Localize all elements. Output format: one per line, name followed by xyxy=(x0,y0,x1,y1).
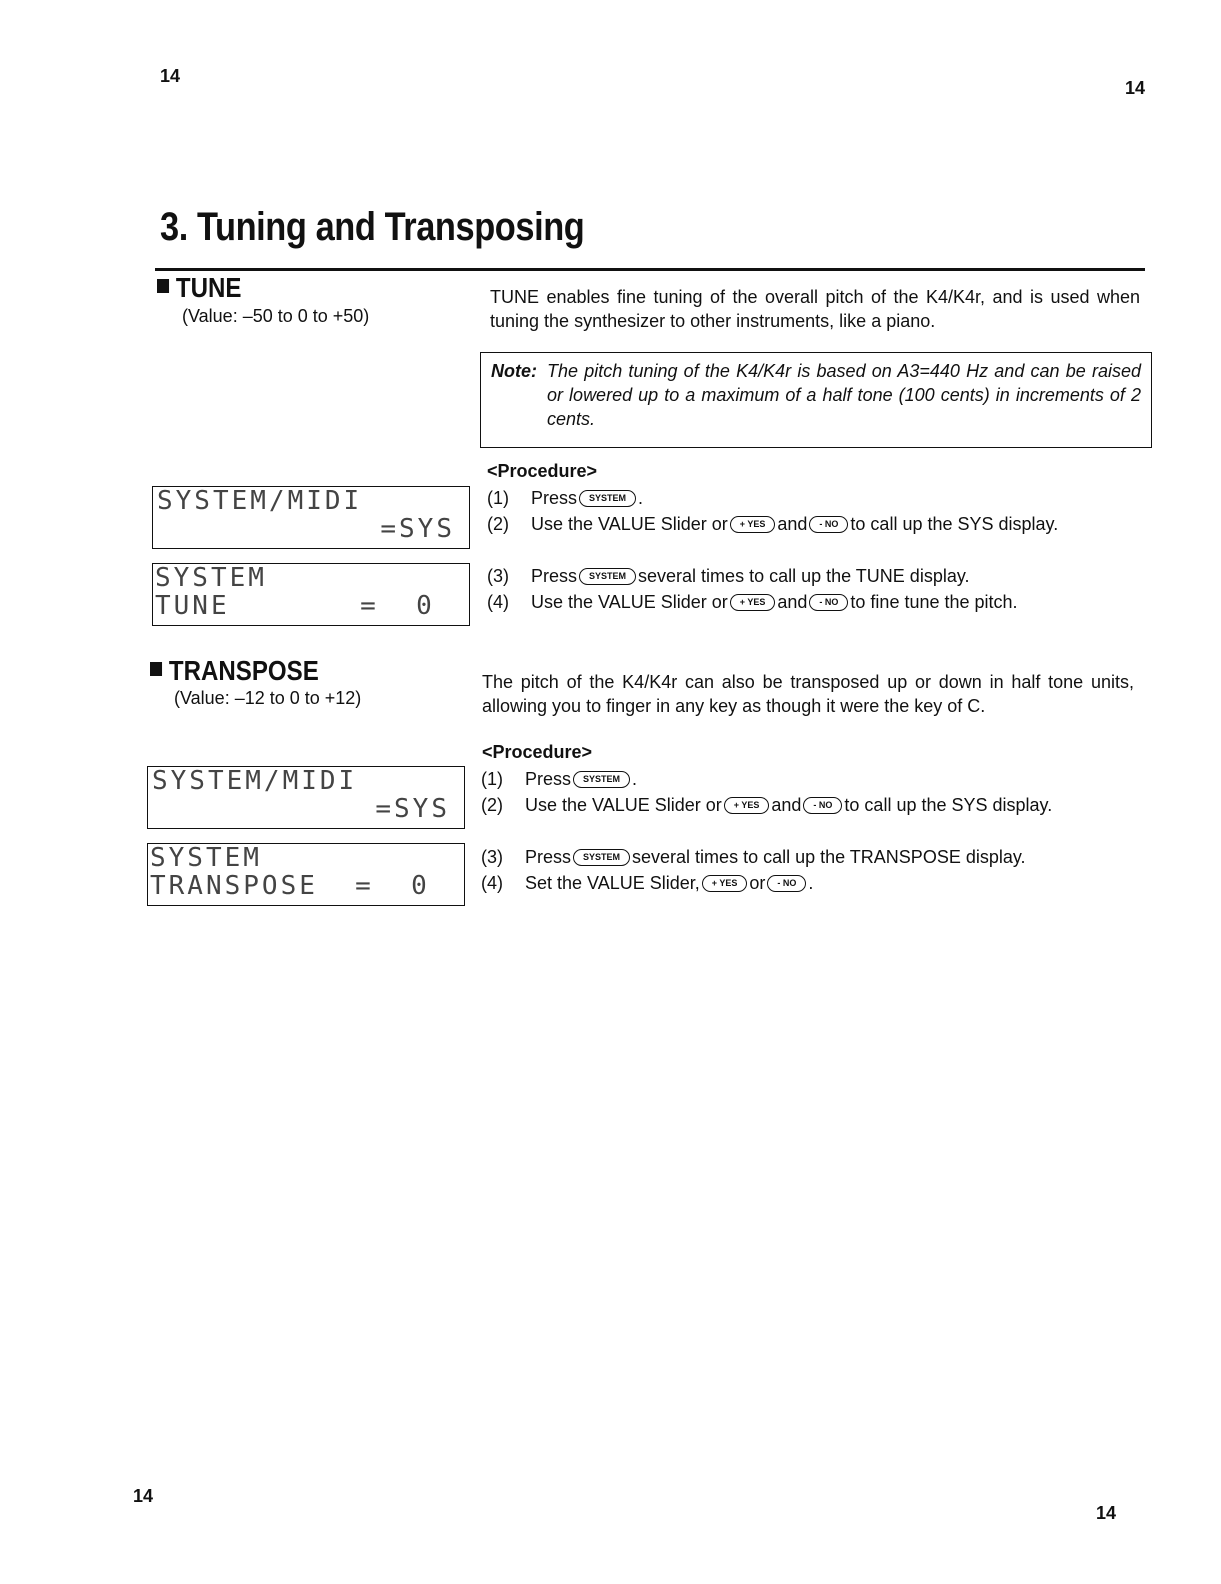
system-button-icon: SYSTEM xyxy=(573,849,630,866)
step-connector: or xyxy=(749,872,766,893)
transpose-description: The pitch of the K4/K4r can also be transposed up or down in half tone units, allowing you to finger in any key as though it were the key of C. xyxy=(482,672,1134,716)
tune-step-2 xyxy=(487,511,1058,537)
lcd-line-2: =SYS xyxy=(380,514,455,544)
step-text-after: several times to call up the TRANSPOSE display. xyxy=(632,846,1026,867)
step-text-after: to call up the SYS display. xyxy=(844,794,1053,815)
note-label: Note: xyxy=(491,361,537,381)
step-connector: and xyxy=(777,591,808,612)
tune-value-range: (Value: –50 to 0 to +50) xyxy=(182,306,370,326)
step-text: Use the VALUE Slider or xyxy=(531,591,728,612)
step-text: Use the VALUE Slider or xyxy=(531,513,728,534)
bullet-square-icon xyxy=(150,662,162,676)
transpose-step-1 xyxy=(481,766,1052,792)
transpose-lcd-sysmidi xyxy=(147,766,465,829)
transpose-step-3 xyxy=(481,844,1026,870)
system-button-icon: SYSTEM xyxy=(579,490,636,507)
lcd-line-2: =SYS xyxy=(375,794,450,824)
tune-procedure-heading: <Procedure> xyxy=(487,461,598,481)
transpose-procedure-heading: <Procedure> xyxy=(482,742,593,762)
no-button-icon: - NO xyxy=(809,594,848,611)
tune-steps-b xyxy=(487,563,1018,615)
step-number: (3) xyxy=(487,565,509,586)
note-text: The pitch tuning of the K4/K4r is based on A3=440 Hz and can be raised or lowered up to a maximum of a half tone (100 cents) in increments of 2 cents. xyxy=(547,361,1141,429)
lcd-line-1: SYSTEM/MIDI xyxy=(152,766,358,796)
step-connector: and xyxy=(777,513,808,534)
yes-button-icon: + YES xyxy=(730,594,776,611)
step-text: Press xyxy=(525,768,572,789)
page-number-top-right: 14 xyxy=(1125,78,1146,98)
step-text-after: several times to call up the TUNE display. xyxy=(638,565,970,586)
lcd-line-2: TUNE = 0 xyxy=(155,591,435,621)
page-number-bottom-right: 14 xyxy=(1096,1503,1117,1523)
step-number: (1) xyxy=(487,487,509,508)
system-button-icon: SYSTEM xyxy=(573,771,630,788)
step-text: Press xyxy=(525,846,572,867)
step-number: (4) xyxy=(481,872,503,893)
no-button-icon: - NO xyxy=(809,516,848,533)
step-text: Use the VALUE Slider or xyxy=(525,794,722,815)
yes-button-icon: + YES xyxy=(724,797,770,814)
system-button-icon: SYSTEM xyxy=(579,568,636,585)
step-text-after: . xyxy=(638,487,644,508)
step-number: (1) xyxy=(481,768,503,789)
page-number-top-left: 14 xyxy=(160,66,181,86)
yes-button-icon: + YES xyxy=(702,875,748,892)
transpose-heading xyxy=(150,655,319,687)
step-text: Press xyxy=(531,565,578,586)
step-number: (4) xyxy=(487,591,509,612)
tune-description: TUNE enables fine tuning of the overall pitch of the K4/K4r, and is used when tuning the synthesizer to other instruments, like a piano. xyxy=(490,287,1140,331)
step-text: Set the VALUE Slider, xyxy=(525,872,700,893)
lcd-line-1: SYSTEM xyxy=(155,563,267,593)
transpose-step-4 xyxy=(481,870,1026,896)
step-text-after: . xyxy=(632,768,638,789)
tune-heading-label: TUNE xyxy=(175,272,242,303)
transpose-lcd-transpose xyxy=(147,843,465,906)
no-button-icon: - NO xyxy=(767,875,806,892)
transpose-steps-a xyxy=(481,766,1052,818)
step-connector: and xyxy=(771,794,802,815)
transpose-value-range: (Value: –12 to 0 to +12) xyxy=(174,688,362,708)
tune-steps-a xyxy=(487,485,1058,537)
tune-note-box xyxy=(480,352,1152,448)
transpose-heading-label: TRANSPOSE xyxy=(168,655,319,686)
lcd-line-2: TRANSPOSE = 0 xyxy=(150,871,430,901)
step-number: (2) xyxy=(481,794,503,815)
lcd-line-1: SYSTEM/MIDI xyxy=(157,486,363,516)
yes-button-icon: + YES xyxy=(730,516,776,533)
tune-lcd-tune xyxy=(152,563,470,626)
tune-heading xyxy=(157,272,241,304)
lcd-line-1: SYSTEM xyxy=(150,843,262,873)
step-number: (2) xyxy=(487,513,509,534)
page-number-bottom-left: 14 xyxy=(133,1486,154,1506)
tune-step-4 xyxy=(487,589,1018,615)
no-button-icon: - NO xyxy=(803,797,842,814)
transpose-step-2 xyxy=(481,792,1052,818)
step-text: Press xyxy=(531,487,578,508)
transpose-steps-b xyxy=(481,844,1026,896)
step-text-after: . xyxy=(808,872,814,893)
tune-step-3 xyxy=(487,563,1018,589)
title-rule xyxy=(155,268,1145,271)
chapter-title: 3. Tuning and Transposing xyxy=(160,205,585,249)
bullet-square-icon xyxy=(157,279,169,293)
tune-lcd-sysmidi xyxy=(152,486,470,549)
step-text-after: to call up the SYS display. xyxy=(850,513,1059,534)
step-number: (3) xyxy=(481,846,503,867)
step-text-after: to fine tune the pitch. xyxy=(850,591,1018,612)
tune-step-1 xyxy=(487,485,1058,511)
